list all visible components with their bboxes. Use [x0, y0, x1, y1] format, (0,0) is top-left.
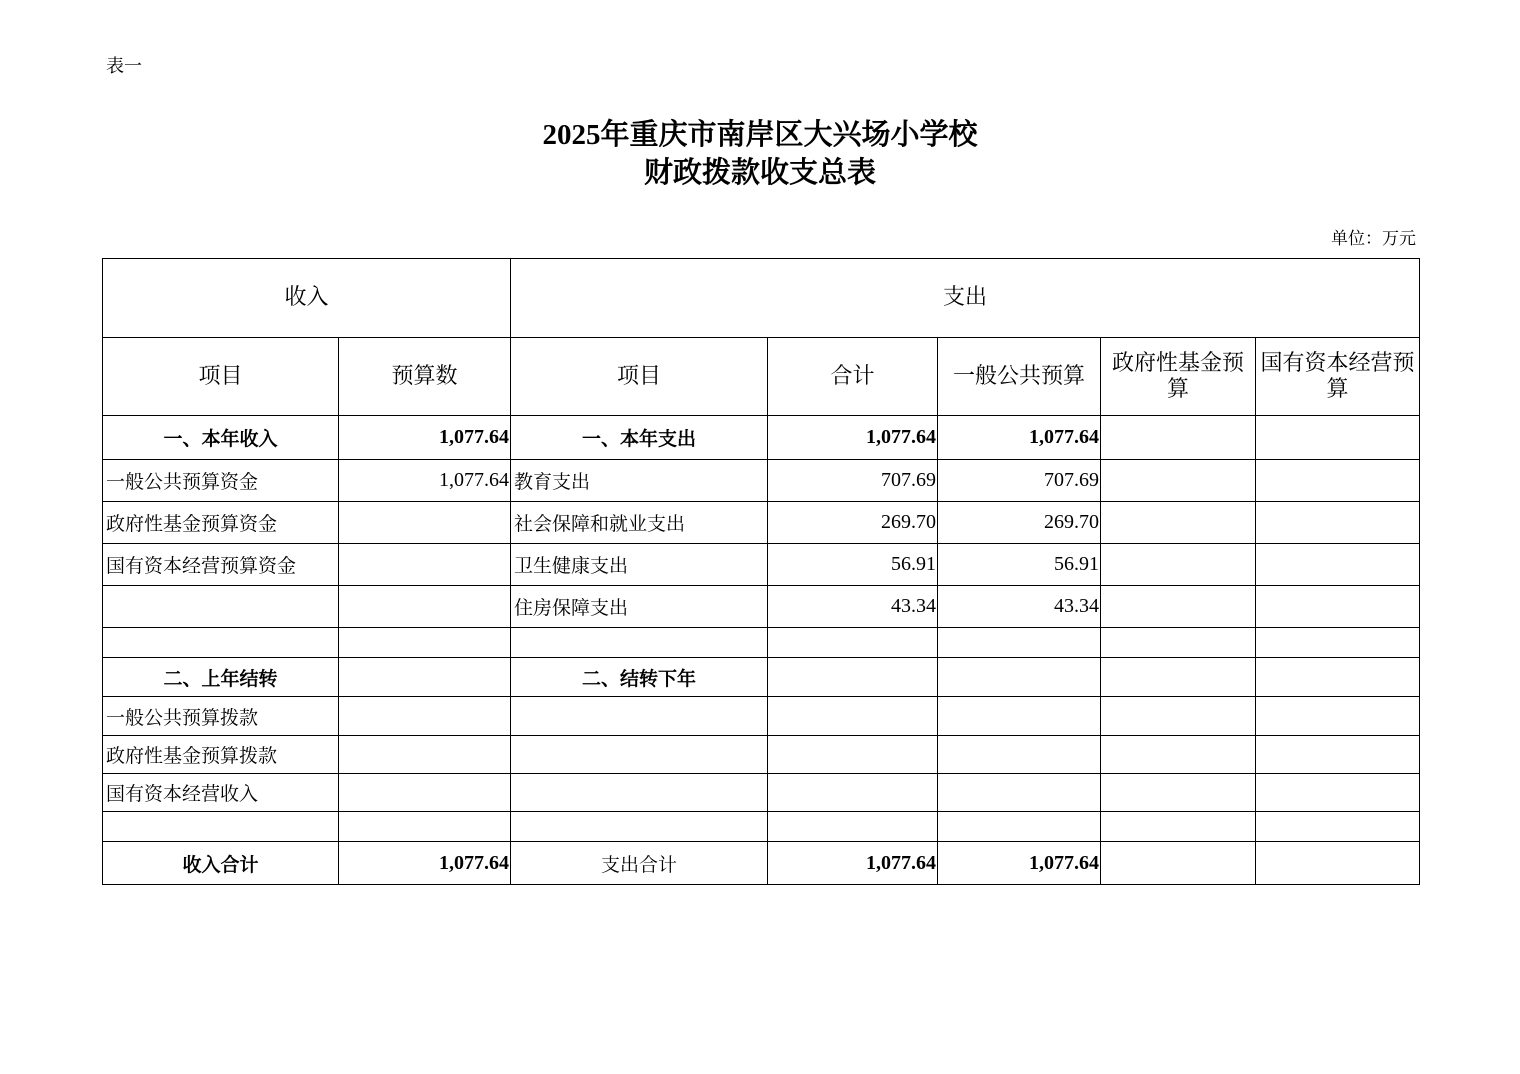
col-general-budget: 一般公共预算 [938, 338, 1101, 416]
income-item-cell [103, 586, 339, 628]
expense-total-cell [768, 658, 938, 697]
expense-fund-cell [1101, 736, 1256, 774]
income-total-value: 1,077.64 [339, 842, 511, 885]
totals-row [103, 842, 1420, 885]
table-row [103, 812, 1420, 842]
table-row [103, 586, 1420, 628]
income-item-cell [103, 628, 339, 658]
col-gov-fund: 政府性基金预算 [1101, 338, 1256, 416]
expense-total-cell [768, 812, 938, 842]
expense-total-cell: 707.69 [768, 460, 938, 502]
expense-item-cell [511, 628, 768, 658]
expense-item-cell: 卫生健康支出 [511, 544, 768, 586]
expense-capital-cell [1256, 416, 1420, 460]
income-item-cell: 一般公共预算拨款 [103, 697, 339, 736]
budget-table [102, 258, 1420, 885]
expense-capital-cell [1256, 658, 1420, 697]
expense-fund-cell [1101, 544, 1256, 586]
expense-fund-total [1101, 842, 1256, 885]
expense-total-cell: 43.34 [768, 586, 938, 628]
expense-fund-cell [1101, 697, 1256, 736]
table-body [103, 416, 1420, 842]
income-item-cell: 国有资本经营收入 [103, 774, 339, 812]
expense-item-cell: 住房保障支出 [511, 586, 768, 628]
expense-capital-cell [1256, 460, 1420, 502]
expense-capital-cell [1256, 628, 1420, 658]
income-value-cell [339, 658, 511, 697]
expense-general-total: 1,077.64 [938, 842, 1101, 885]
page-title: 2025年重庆市南岸区大兴场小学校 [542, 119, 978, 151]
income-header: 收入 [103, 259, 511, 338]
income-value-cell [339, 812, 511, 842]
income-item-cell: 政府性基金预算拨款 [103, 736, 339, 774]
expense-total-cell [768, 697, 938, 736]
income-item-cell: 政府性基金预算资金 [103, 502, 339, 544]
income-item-cell: 国有资本经营预算资金 [103, 544, 339, 586]
expense-general-cell: 43.34 [938, 586, 1101, 628]
col-total: 合计 [768, 338, 938, 416]
col-expense-item: 项目 [511, 338, 768, 416]
expense-total-cell: 269.70 [768, 502, 938, 544]
expense-total-cell [768, 774, 938, 812]
expense-total-label: 支出合计 [511, 842, 768, 885]
table-row [103, 416, 1420, 460]
expense-capital-cell [1256, 774, 1420, 812]
expense-general-cell [938, 658, 1101, 697]
table-number: 表一 [106, 56, 142, 77]
table-row [103, 658, 1420, 697]
expense-fund-cell [1101, 812, 1256, 842]
unit-label: 单位：万元 [1331, 229, 1416, 249]
income-item-cell [103, 812, 339, 842]
col-state-capital: 国有资本经营预算 [1256, 338, 1420, 416]
expense-capital-cell [1256, 544, 1420, 586]
expense-total-cell: 1,077.64 [768, 416, 938, 460]
income-total-label: 收入合计 [103, 842, 339, 885]
expense-general-cell: 269.70 [938, 502, 1101, 544]
expense-general-cell [938, 628, 1101, 658]
table-row [103, 736, 1420, 774]
expense-capital-cell [1256, 812, 1420, 842]
table-row [103, 628, 1420, 658]
header-row-top [103, 259, 1420, 338]
expense-item-cell: 社会保障和就业支出 [511, 502, 768, 544]
expense-general-cell [938, 812, 1101, 842]
expense-item-cell: 二、结转下年 [511, 658, 768, 697]
income-value-cell [339, 586, 511, 628]
income-item-cell: 一、本年收入 [103, 416, 339, 460]
income-value-cell: 1,077.64 [339, 416, 511, 460]
income-value-cell [339, 736, 511, 774]
expense-fund-cell [1101, 416, 1256, 460]
income-value-cell [339, 628, 511, 658]
expense-item-cell: 一、本年支出 [511, 416, 768, 460]
expense-total-value: 1,077.64 [768, 842, 938, 885]
expense-fund-cell [1101, 774, 1256, 812]
income-value-cell [339, 544, 511, 586]
income-item-cell: 一般公共预算资金 [103, 460, 339, 502]
income-value-cell [339, 697, 511, 736]
income-value-cell [339, 774, 511, 812]
expense-total-cell [768, 628, 938, 658]
col-income-item: 项目 [103, 338, 339, 416]
expense-item-cell [511, 774, 768, 812]
expense-item-cell: 教育支出 [511, 460, 768, 502]
expense-capital-cell [1256, 586, 1420, 628]
table-row [103, 502, 1420, 544]
expense-item-cell [511, 812, 768, 842]
expense-fund-cell [1101, 586, 1256, 628]
income-value-cell: 1,077.64 [339, 460, 511, 502]
expense-general-cell [938, 774, 1101, 812]
expense-general-cell [938, 736, 1101, 774]
table-row [103, 544, 1420, 586]
expense-capital-cell [1256, 502, 1420, 544]
income-item-cell: 二、上年结转 [103, 658, 339, 697]
expense-item-cell [511, 697, 768, 736]
expense-capital-cell [1256, 736, 1420, 774]
expense-general-cell: 1,077.64 [938, 416, 1101, 460]
table-row [103, 774, 1420, 812]
expense-capital-total [1256, 842, 1420, 885]
expense-total-cell: 56.91 [768, 544, 938, 586]
expense-fund-cell [1101, 628, 1256, 658]
expense-capital-cell [1256, 697, 1420, 736]
expense-general-cell: 56.91 [938, 544, 1101, 586]
expense-fund-cell [1101, 502, 1256, 544]
expense-fund-cell [1101, 460, 1256, 502]
header-row-columns [103, 338, 1420, 416]
col-income-budget: 预算数 [339, 338, 511, 416]
expense-general-cell: 707.69 [938, 460, 1101, 502]
expense-item-cell [511, 736, 768, 774]
page-subtitle: 财政拨款收支总表 [643, 157, 876, 189]
expense-total-cell [768, 736, 938, 774]
expense-header: 支出 [511, 259, 1420, 338]
table-row [103, 697, 1420, 736]
expense-fund-cell [1101, 658, 1256, 697]
income-value-cell [339, 502, 511, 544]
expense-general-cell [938, 697, 1101, 736]
table-row [103, 460, 1420, 502]
